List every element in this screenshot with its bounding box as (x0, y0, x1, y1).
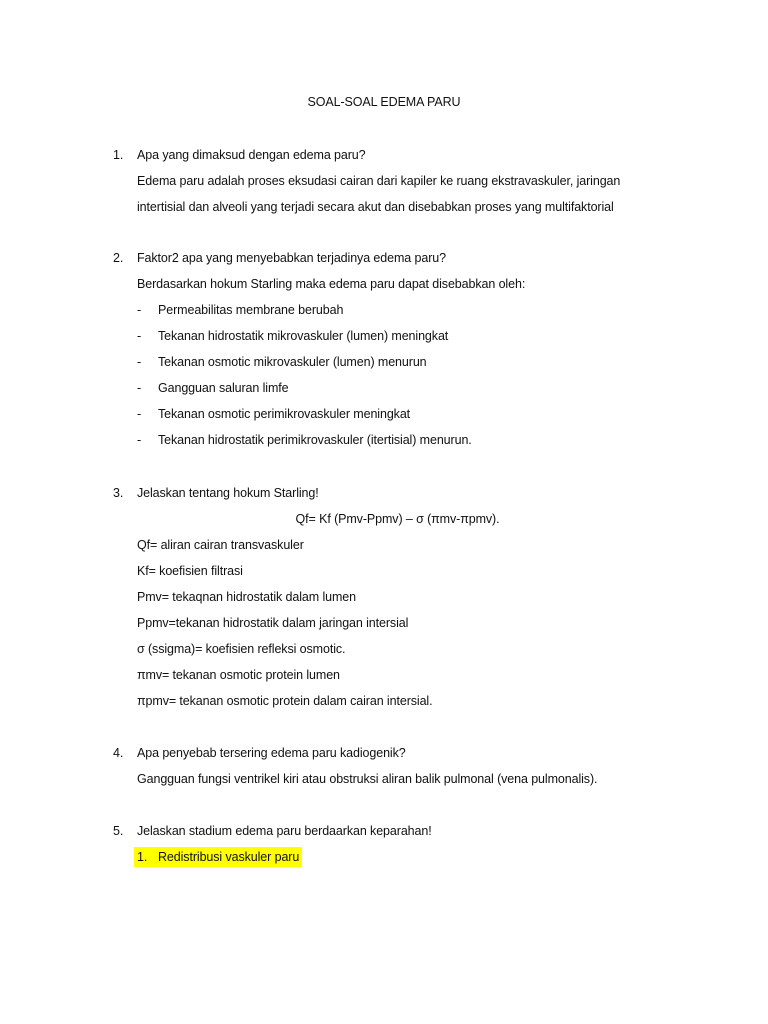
list-bullet: - (137, 303, 142, 317)
q1-question: Apa yang dimaksud dengan edema paru? (137, 148, 366, 162)
definition-item: Ppmv=tekanan hidrostatik dalam jaringan intersial (137, 616, 409, 630)
list-bullet: - (137, 433, 142, 447)
q2-number: 2. (113, 251, 124, 265)
q5-number: 5. (113, 824, 124, 838)
q5-sub-number: 1. (137, 850, 148, 864)
list-bullet: - (137, 355, 142, 369)
q1-answer-line-1: Edema paru adalah proses eksudasi cairan dari kapiler ke ruang ekstravaskuler, jaringan (137, 174, 621, 188)
list-item: Tekanan osmotic perimikrovaskuler meningkat (158, 407, 411, 421)
definition-item: Kf= koefisien filtrasi (137, 564, 243, 578)
definition-item: Qf= aliran cairan transvaskuler (137, 538, 304, 552)
list-item: Permeabilitas membrane berubah (158, 303, 344, 317)
q4-number: 4. (113, 746, 124, 760)
list-bullet: - (137, 381, 142, 395)
q2-question: Faktor2 apa yang menyebabkan terjadinya edema paru? (137, 251, 446, 265)
definition-item: πpmv= tekanan osmotic protein dalam cairan intersial. (137, 694, 433, 708)
list-item: Gangguan saluran limfe (158, 381, 289, 395)
q1-number: 1. (113, 148, 124, 162)
q4-answer: Gangguan fungsi ventrikel kiri atau obstruksi aliran balik pulmonal (vena pulmonalis). (137, 772, 598, 786)
definition-item: Pmv= tekaqnan hidrostatik dalam lumen (137, 590, 356, 604)
q4-question: Apa penyebab tersering edema paru kadiogenik? (137, 746, 406, 760)
list-item: Tekanan hidrostatik perimikrovaskuler (itertisial) menurun. (158, 433, 472, 447)
document-title: SOAL-SOAL EDEMA PARU (307, 95, 461, 109)
q2-intro: Berdasarkan hokum Starling maka edema paru dapat disebabkan oleh: (137, 277, 526, 291)
list-bullet: - (137, 407, 142, 421)
definition-item: σ (ssigma)= koefisien refleksi osmotic. (137, 642, 346, 656)
list-item: Tekanan hidrostatik mikrovaskuler (lumen) meningkat (158, 329, 449, 343)
q3-question: Jelaskan tentang hokum Starling! (137, 486, 319, 500)
q1-answer-line-2: intertisial dan alveoli yang terjadi secara akut dan disebabkan proses yang multifaktorial (137, 200, 614, 214)
q3-number: 3. (113, 486, 124, 500)
q5-question: Jelaskan stadium edema paru berdaarkan keparahan! (137, 824, 432, 838)
starling-formula: Qf= Kf (Pmv-Ppmv) – σ (πmv-πpmv). (295, 512, 500, 526)
definition-item: πmv= tekanan osmotic protein lumen (137, 668, 340, 682)
list-bullet: - (137, 329, 142, 343)
list-item: Tekanan osmotic mikrovaskuler (lumen) menurun (158, 355, 427, 369)
q5-sub-item: Redistribusi vaskuler paru (158, 850, 300, 864)
